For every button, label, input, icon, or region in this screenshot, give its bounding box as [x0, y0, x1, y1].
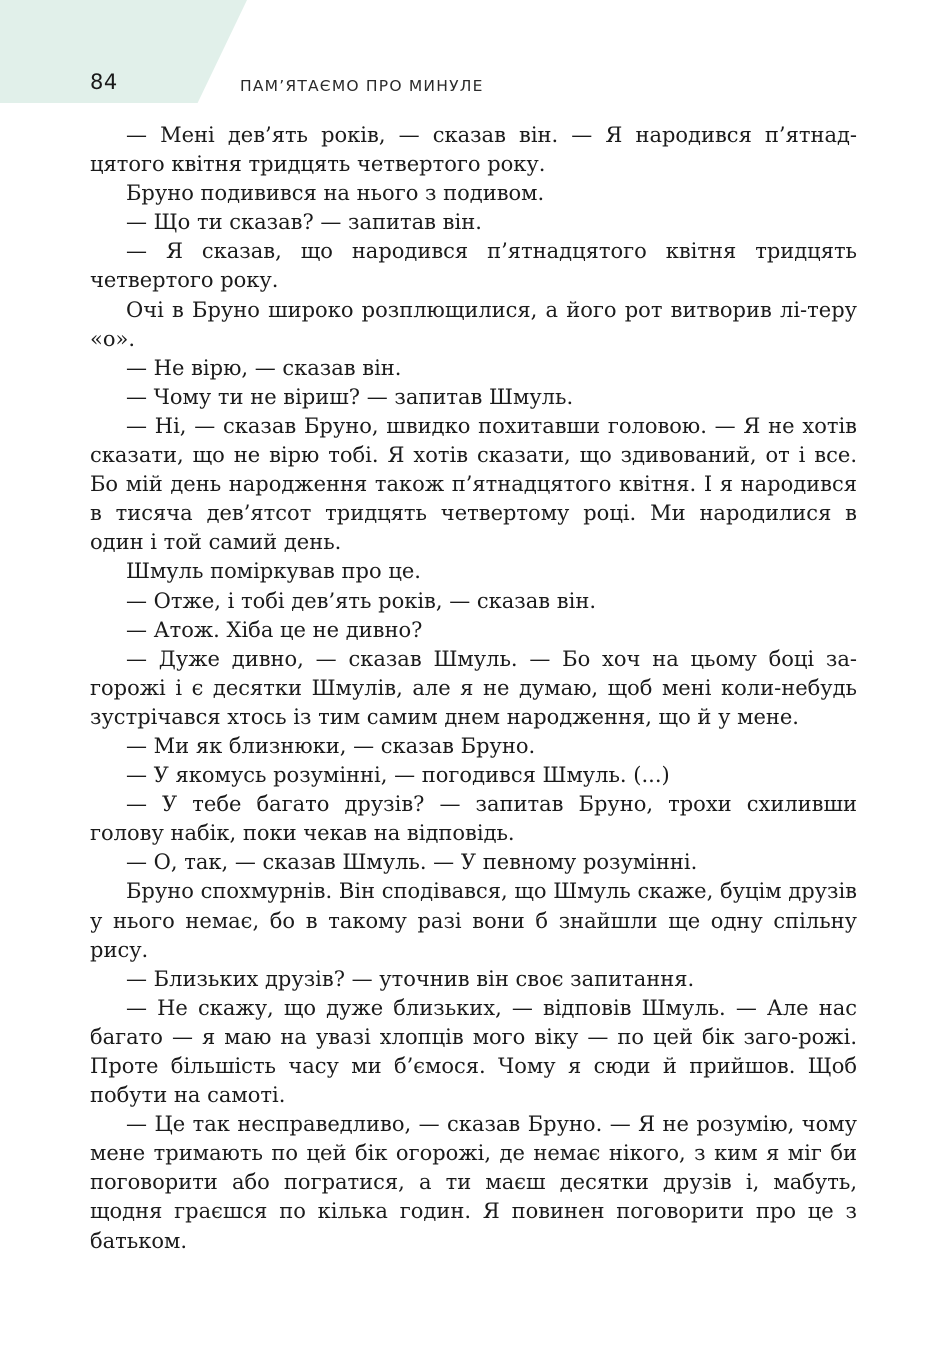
paragraph: — Я сказав, що народився п’ятнадцятого квітня тридцять четвертого року. [90, 239, 857, 293]
paragraph: — Дуже дивно, — сказав Шмуль. — Бо хоч на цьому боці за-горожі і є десятки Шмулів, але я не думаю, щоб мені коли-небудь зустрічався хтось із тим самим днем народження, що й у мене. [90, 646, 857, 729]
running-header: ПАМ’ЯТАЄМО ПРО МИНУЛЕ [240, 77, 484, 95]
text-body [90, 121, 857, 1256]
paragraph: — Ми як близнюки, — сказав Бруно. [126, 733, 536, 758]
paragraph: — Мені дев’ять років, — сказав він. — Я народився п’ятнад-цятого квітня тридцять четвертого року. [90, 123, 857, 177]
paragraph: — Близьких друзів? — уточнив він своє запитання. [126, 966, 695, 991]
paragraph: — О, так, — сказав Шмуль. — У певному розумінні. [126, 850, 698, 875]
paragraph: Очі в Бруно широко розплющилися, а його рот витворив лі-теру «о». [90, 297, 857, 351]
paragraph: — Чому ти не віриш? — запитав Шмуль. [126, 384, 574, 409]
paragraph: Шмуль поміркував про це. [126, 559, 421, 584]
paragraph: — Не скажу, що дуже близьких, — відповів Шмуль. — Але нас багато — я маю на увазі хлопців мого віку — по цей бік заго-рожі. Проте більшість часу ми б’ємося. Чому я сюди й прийшов. Щоб побути на самоті. [90, 995, 857, 1108]
page-number: 84 [90, 70, 118, 94]
paragraph: — Не вірю, — сказав він. [126, 355, 402, 380]
paragraph: — Отже, і тобі дев’ять років, — сказав він. [126, 588, 596, 613]
paragraph: — Це так несправедливо, — сказав Бруно. — Я не розумію, чому мене тримають по цей бік огорожі, де немає нікого, з ким я міг би поговорити або погратися, а ти маєш десятки друзів і, мабуть, щодня граєшся по кілька годин. Я повинен поговорити про це з батьком. [90, 1112, 857, 1253]
page-corner-tab [0, 0, 247, 103]
paragraph: — Атож. Хіба це не дивно? [126, 617, 423, 642]
paragraph: — Що ти сказав? — запитав він. [126, 210, 482, 235]
paragraph: Бруно подивився на нього з подивом. [126, 181, 545, 206]
paragraph: — Ні, — сказав Бруно, швидко похитавши головою. — Я не хотів сказати, що не вірю тобі. Я хотів сказати, що здивований, от і все. Бо мій день народження також п’ятнадцятого квітня. І я народився в тисяча дев’ятсот тридцять четвертому році. Ми народилися в один і той самий день. [90, 413, 857, 555]
paragraph: — У тебе багато друзів? — запитав Бруно, трохи схиливши голову набік, поки чекав на відповідь. [90, 792, 857, 846]
paragraph: Бруно спохмурнів. Він сподівався, що Шмуль скаже, буцім друзів у нього немає, бо в такому разі вони б знайшли ще одну спільну рису. [90, 879, 857, 962]
paragraph: — У якомусь розумінні, — погодився Шмуль. (...) [126, 763, 670, 788]
